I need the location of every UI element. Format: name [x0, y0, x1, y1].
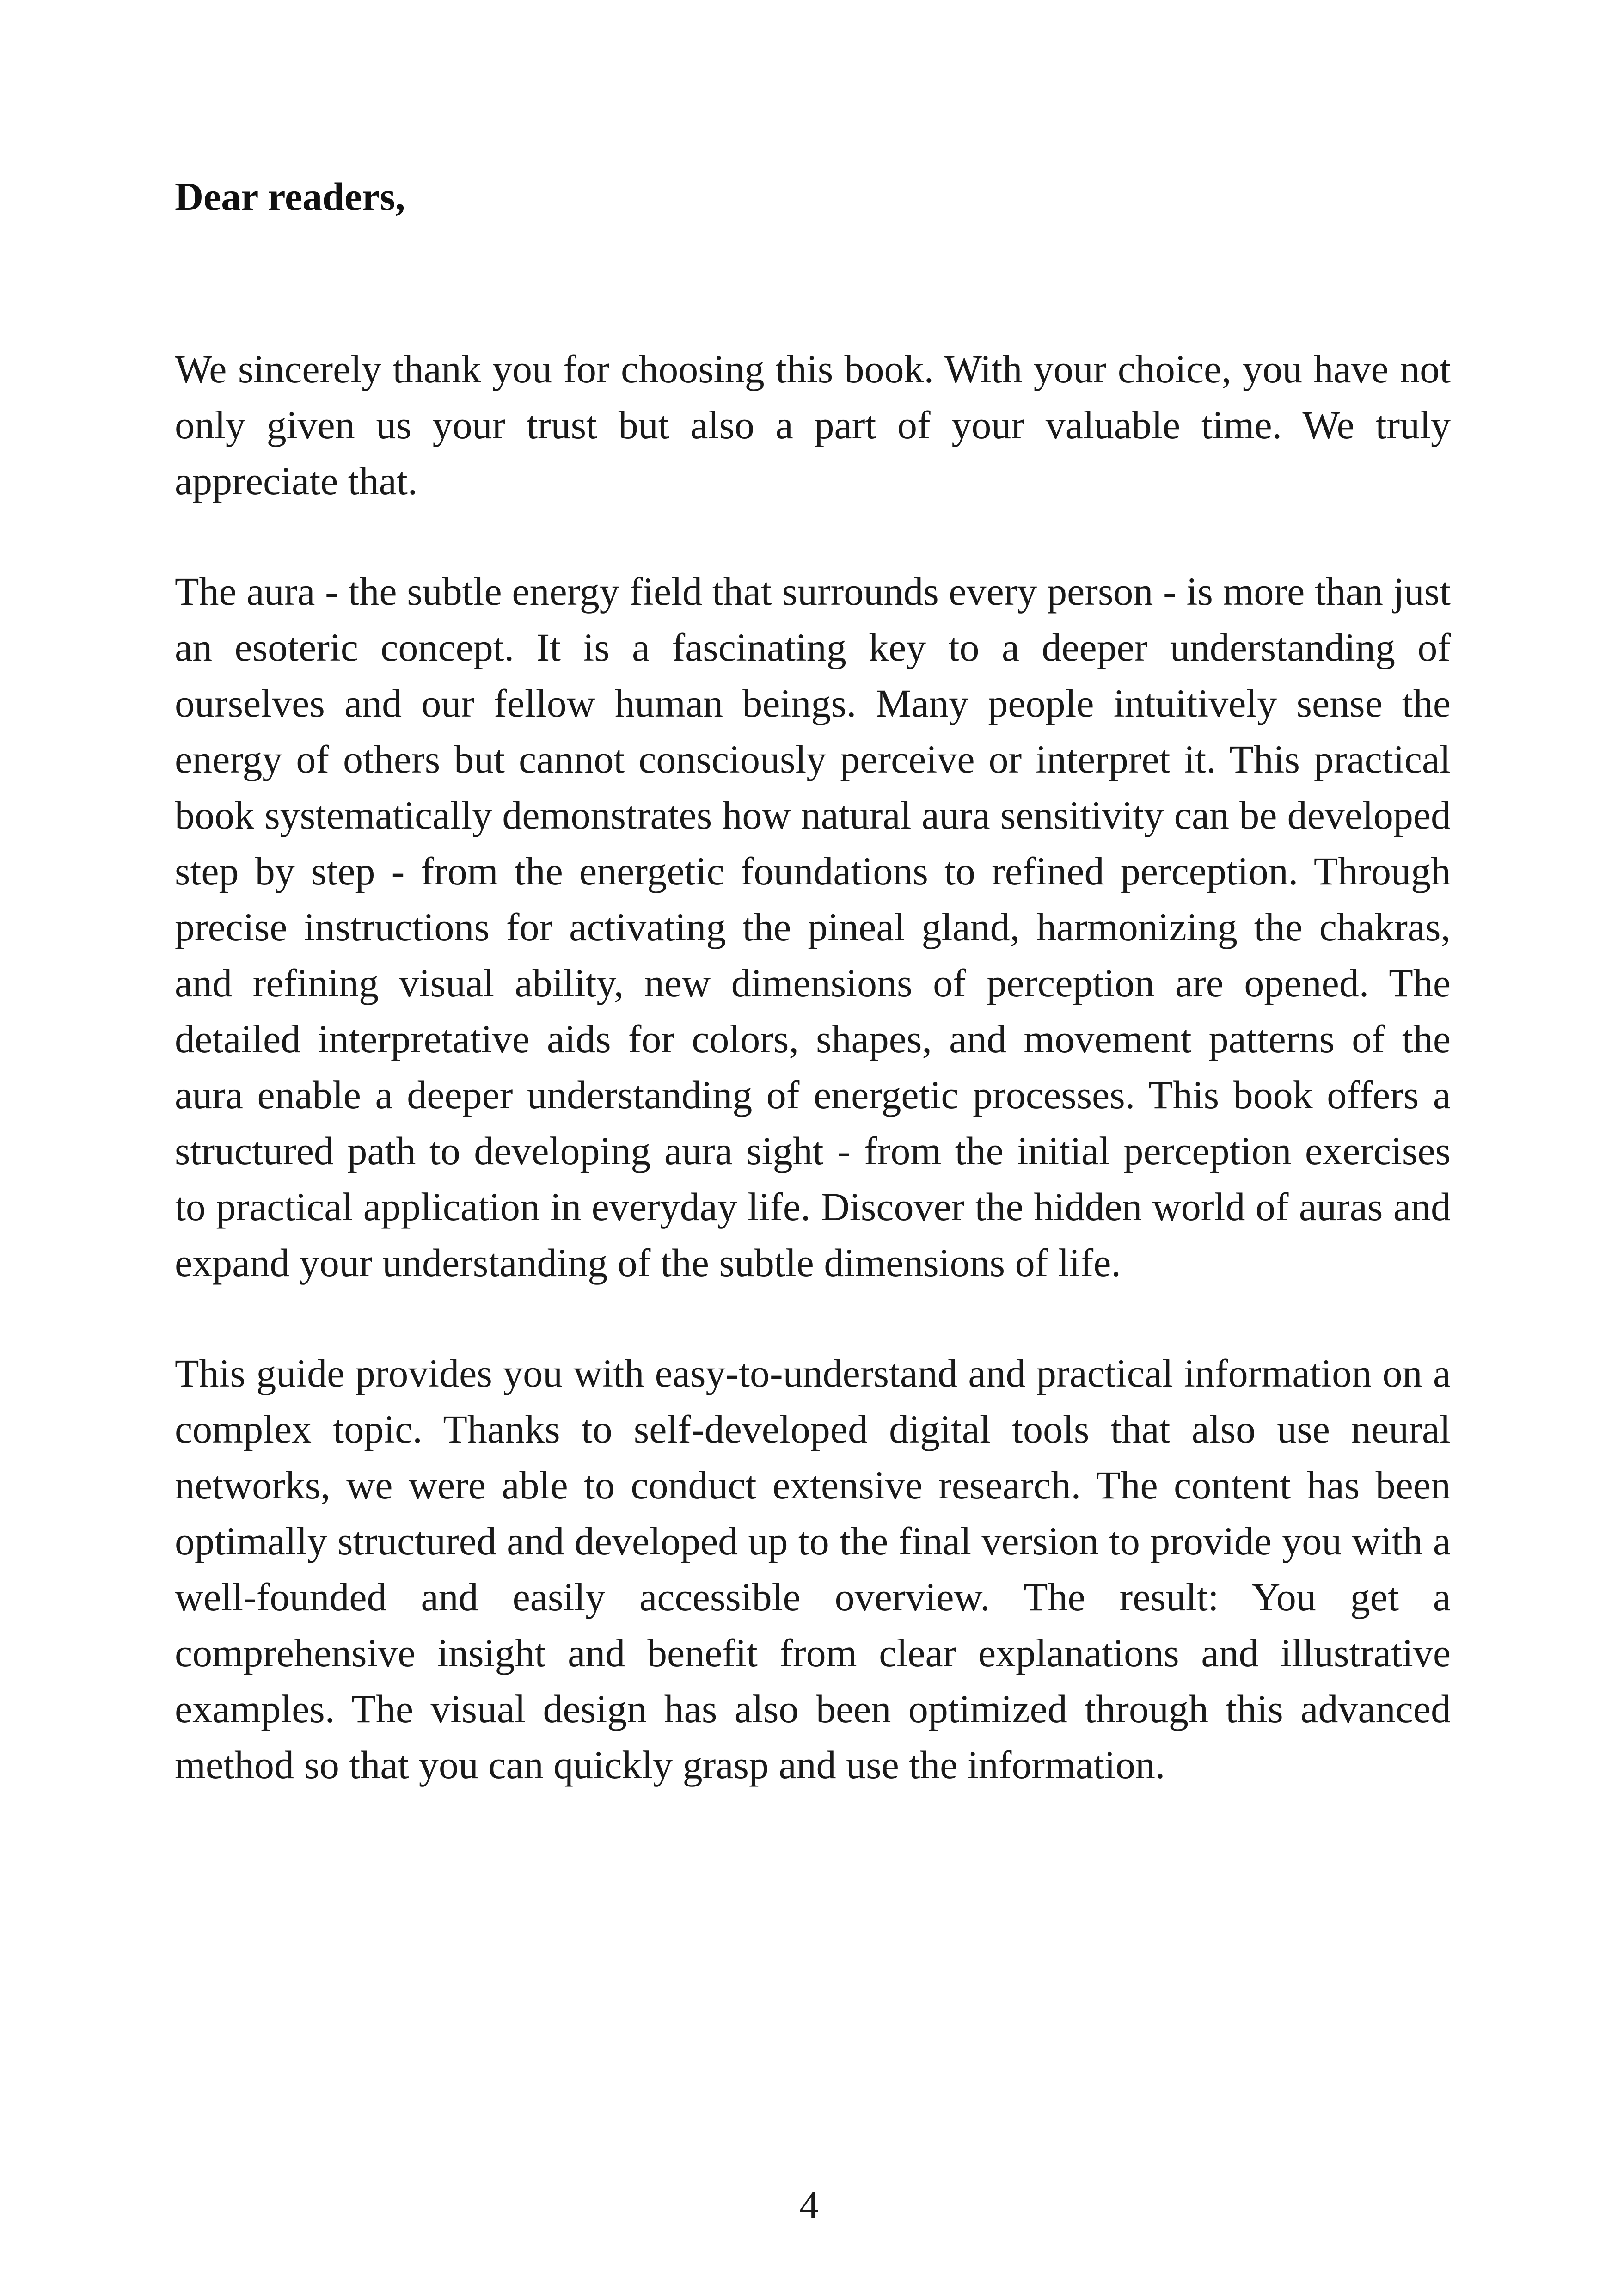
- body-text: [175, 341, 1451, 1848]
- paragraph-guide-info: This guide provides you with easy-to-understand and practical information on a complex topic. Thanks to self-developed digital tools that also use neural networks, we were able to conduct extensive research. The content has been optimally structured and developed up to the final version to provide you with a well-founded and easily accessible overview. The result: You get a comprehensive insight and benefit from clear explanations and illustrative examples. The visual design has also been optimized through this advanced method so that you can quickly grasp and use the information.: [175, 1351, 1451, 1787]
- page-number: 4: [799, 2184, 819, 2227]
- paragraph-thanks: We sincerely thank you for choosing this book. With your choice, you have not only given us your trust but also a part of your valuable time. We truly appreciate that.: [175, 347, 1451, 503]
- salutation-heading: Dear readers,: [175, 174, 405, 219]
- paragraph-aura-intro: The aura - the subtle energy field that surrounds every person - is more than just an esoteric concept. It is a fascinating key to a deeper understanding of ourselves and our fellow human beings. Many people intuitively sense the energy of others but cannot consciously perceive or interpret it. This practical book systematically demonstrates how natural aura sensitivity can be developed step by step - from the energetic foundations to refined perception. Through precise instructions for activating the pineal gland, harmonizing the chakras, and refining visual ability, new dimensions of perception are opened. The detailed interpretative aids for colors, shapes, and movement patterns of the aura enable a deeper understanding of energetic processes. This book offers a structured path to developing aura sight - from the initial perception exercises to practical application in everyday life. Discover the hidden world of auras and expand your understanding of the subtle dimensions of life.: [175, 569, 1451, 1285]
